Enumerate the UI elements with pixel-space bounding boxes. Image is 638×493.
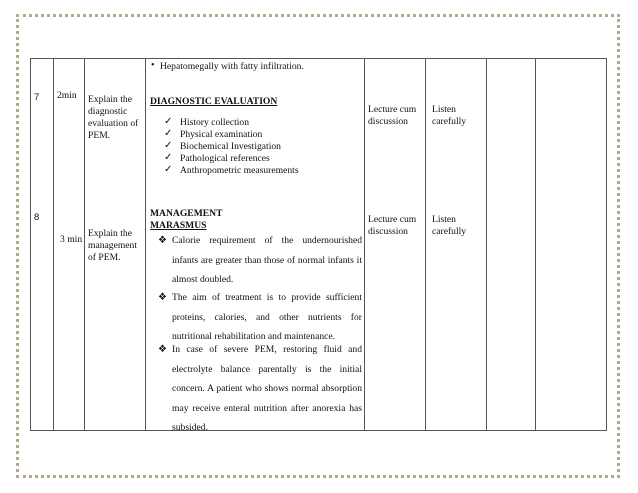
col-border [30, 58, 31, 431]
checkmark-icon: ✓ [164, 128, 173, 139]
col-border [145, 58, 146, 431]
diamond-bullet-icon: ❖ [158, 292, 167, 303]
checkmark-icon: ✓ [164, 116, 173, 127]
activity-line: carefully [432, 226, 467, 237]
objective-line: Explain the [88, 94, 132, 105]
diagnostic-heading: DIAGNOSTIC EVALUATION [150, 96, 278, 107]
diamond-bullet-icon: ❖ [158, 344, 167, 355]
row-time: 3 min [60, 234, 83, 245]
method-line: discussion [368, 116, 408, 127]
objective-line: management [88, 240, 138, 251]
diag-item: Anthropometric measurements [180, 165, 299, 176]
content-bullet: Hepatomegally with fatty infiltration. [160, 61, 304, 72]
management-paragraph: In case of severe PEM, restoring fluid and electrolyte balance parentally is the initial concern. A patient who shows normal absorption may receive enteral nutrition after anorexia has subsided. [172, 344, 362, 433]
objective-line: diagnostic [88, 106, 128, 117]
activity-line: carefully [432, 116, 467, 127]
checkmark-icon: ✓ [164, 140, 173, 151]
management-paragraph: The aim of treatment is to provide sufficient proteins, calories, and other nutrients for nutritional rehabilitation and maintenance. [172, 292, 362, 342]
objective-line: of PEM. [88, 252, 121, 263]
col-border [486, 58, 487, 431]
col-border [606, 58, 607, 431]
diag-item: Biochemical Investigation [180, 141, 281, 152]
activity-line: Listen [432, 104, 456, 115]
col-border [364, 58, 365, 431]
method-line: Lecture cum [368, 104, 417, 115]
diag-item: Pathological references [180, 153, 270, 164]
diamond-bullet-icon: ❖ [158, 235, 167, 246]
method-line: discussion [368, 226, 408, 237]
diag-item: History collection [180, 117, 250, 128]
management-heading: MANAGEMENT [150, 208, 223, 219]
row-number: 8 [34, 212, 40, 223]
activity-line: Listen [432, 214, 456, 225]
objective-line: PEM. [88, 130, 111, 141]
objective-line: evaluation of [88, 118, 139, 129]
checkmark-icon: ✓ [164, 152, 173, 163]
col-border [84, 58, 85, 431]
col-border [425, 58, 426, 431]
bullet-dot-icon: • [151, 60, 155, 71]
row-number: 7 [34, 92, 40, 103]
table-top-border [30, 58, 607, 59]
checkmark-icon: ✓ [164, 164, 173, 175]
col-border [53, 58, 54, 431]
management-paragraph: Calorie requirement of the undernourished infants are greater than those of normal infants it almost doubled. [172, 235, 362, 285]
row-time: 2min [57, 90, 77, 101]
method-line: Lecture cum [368, 214, 417, 225]
diag-item: Physical examination [180, 129, 263, 140]
objective-line: Explain the [88, 228, 132, 239]
col-border [535, 58, 536, 431]
marasmus-heading: MARASMUS [150, 220, 207, 231]
